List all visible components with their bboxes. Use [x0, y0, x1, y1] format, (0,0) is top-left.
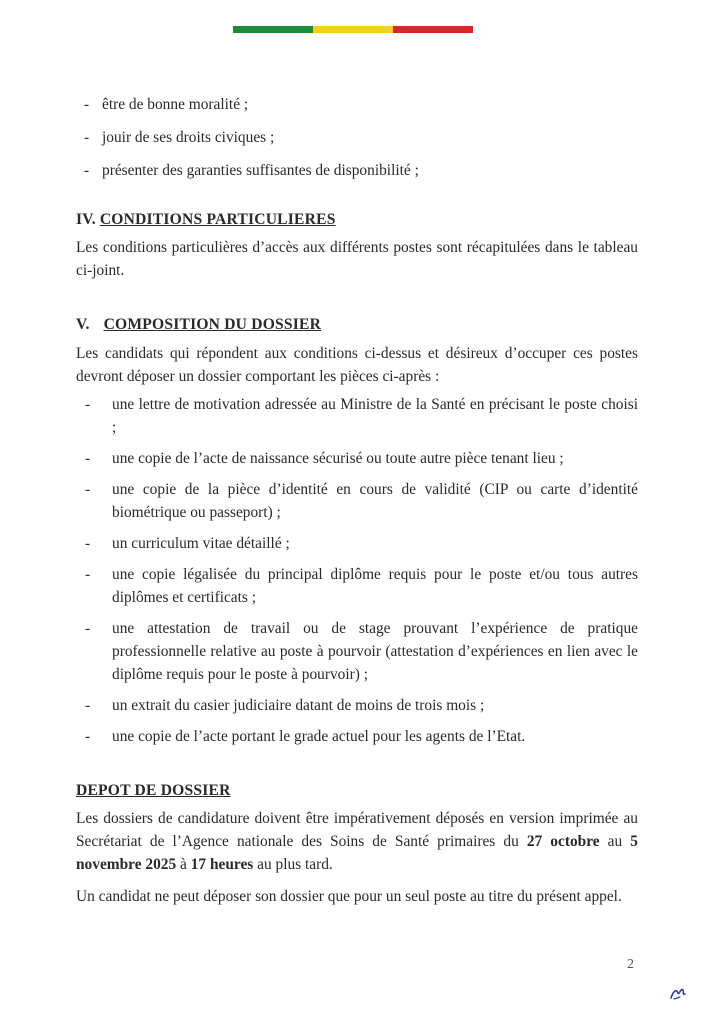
list-item: - un extrait du casier judiciaire datant de moins de trois mois ; [76, 694, 638, 717]
flag-green-stripe [233, 26, 313, 33]
section-heading [76, 208, 638, 231]
text-run: Les dossiers de candidature doivent être impérativement déposés en version imprimée au Secrétariat de l’Agence nationale des Soins de Santé primaires du [76, 810, 638, 850]
deadline-time: 17 heures [190, 856, 254, 873]
documents-list [76, 393, 638, 748]
section-heading [76, 313, 638, 336]
flag-red-stripe [393, 26, 473, 33]
section-depot-dossier [76, 779, 638, 908]
text-run: au plus tard. [253, 856, 333, 873]
section-paragraph: Les conditions particulières d’accès aux différents postes sont récapitulées dans le tableau ci-joint. [76, 239, 638, 279]
list-item: - une attestation de travail ou de stage prouvant l’expérience de pratique professionnelle relative au poste à pourvoir (attestation d’expériences en lien avec le diplôme requis pour le poste à pourvoir) ; [76, 617, 638, 686]
list-item: - un curriculum vitae détaillé ; [76, 532, 638, 555]
section-conditions-particulieres [76, 208, 638, 282]
deadline-start-date: 27 octobre [526, 833, 600, 850]
section-number: V. [76, 316, 90, 333]
section-title: DEPOT DE DOSSIER [76, 782, 231, 799]
deadline-end-date: 5 novembre 2025 [76, 833, 638, 873]
eligibility-list [76, 93, 638, 182]
document-body [76, 93, 638, 908]
page-number: 2 [627, 957, 634, 972]
section-paragraph: Un candidat ne peut déposer son dossier que pour un seul poste au titre du présent appel. [76, 888, 622, 905]
section-heading [76, 779, 638, 802]
text-run: à [176, 856, 191, 873]
list-item: - présenter des garanties suffisantes de disponibilité ; [76, 159, 638, 182]
section-number: IV. [76, 211, 96, 228]
list-item: - une copie de l’acte portant le grade actuel pour les agents de l’Etat. [76, 725, 638, 748]
section-paragraph: Les candidats qui répondent aux conditions ci-dessus et désireux d’occuper ces postes devront déposer un dossier comportant les pièces ci-après : [76, 345, 638, 385]
list-item: - une copie légalisée du principal diplôme requis pour le poste et/ou tous autres diplômes et certificats ; [76, 563, 638, 609]
text-run: au [599, 833, 631, 850]
list-item: - une lettre de motivation adressée au Ministre de la Santé en précisant le poste choisi ; [76, 393, 638, 439]
section-title: COMPOSITION DU DOSSIER [103, 316, 322, 333]
section-composition-dossier [76, 313, 638, 748]
section-paragraph [76, 807, 638, 876]
list-item: - être de bonne moralité ; [76, 93, 638, 116]
list-item: - une copie de l’acte de naissance sécurisé ou toute autre pièce tenant lieu ; [76, 447, 638, 470]
list-item: - jouir de ses droits civiques ; [76, 126, 638, 149]
list-item: - une copie de la pièce d’identité en cours de validité (CIP ou carte d’identité biométrique ou passeport) ; [76, 478, 638, 524]
initials-paraph-icon [668, 984, 688, 1002]
section-title: CONDITIONS PARTICULIERES [99, 211, 336, 228]
national-flag-band [233, 26, 473, 33]
flag-yellow-stripe [313, 26, 393, 33]
